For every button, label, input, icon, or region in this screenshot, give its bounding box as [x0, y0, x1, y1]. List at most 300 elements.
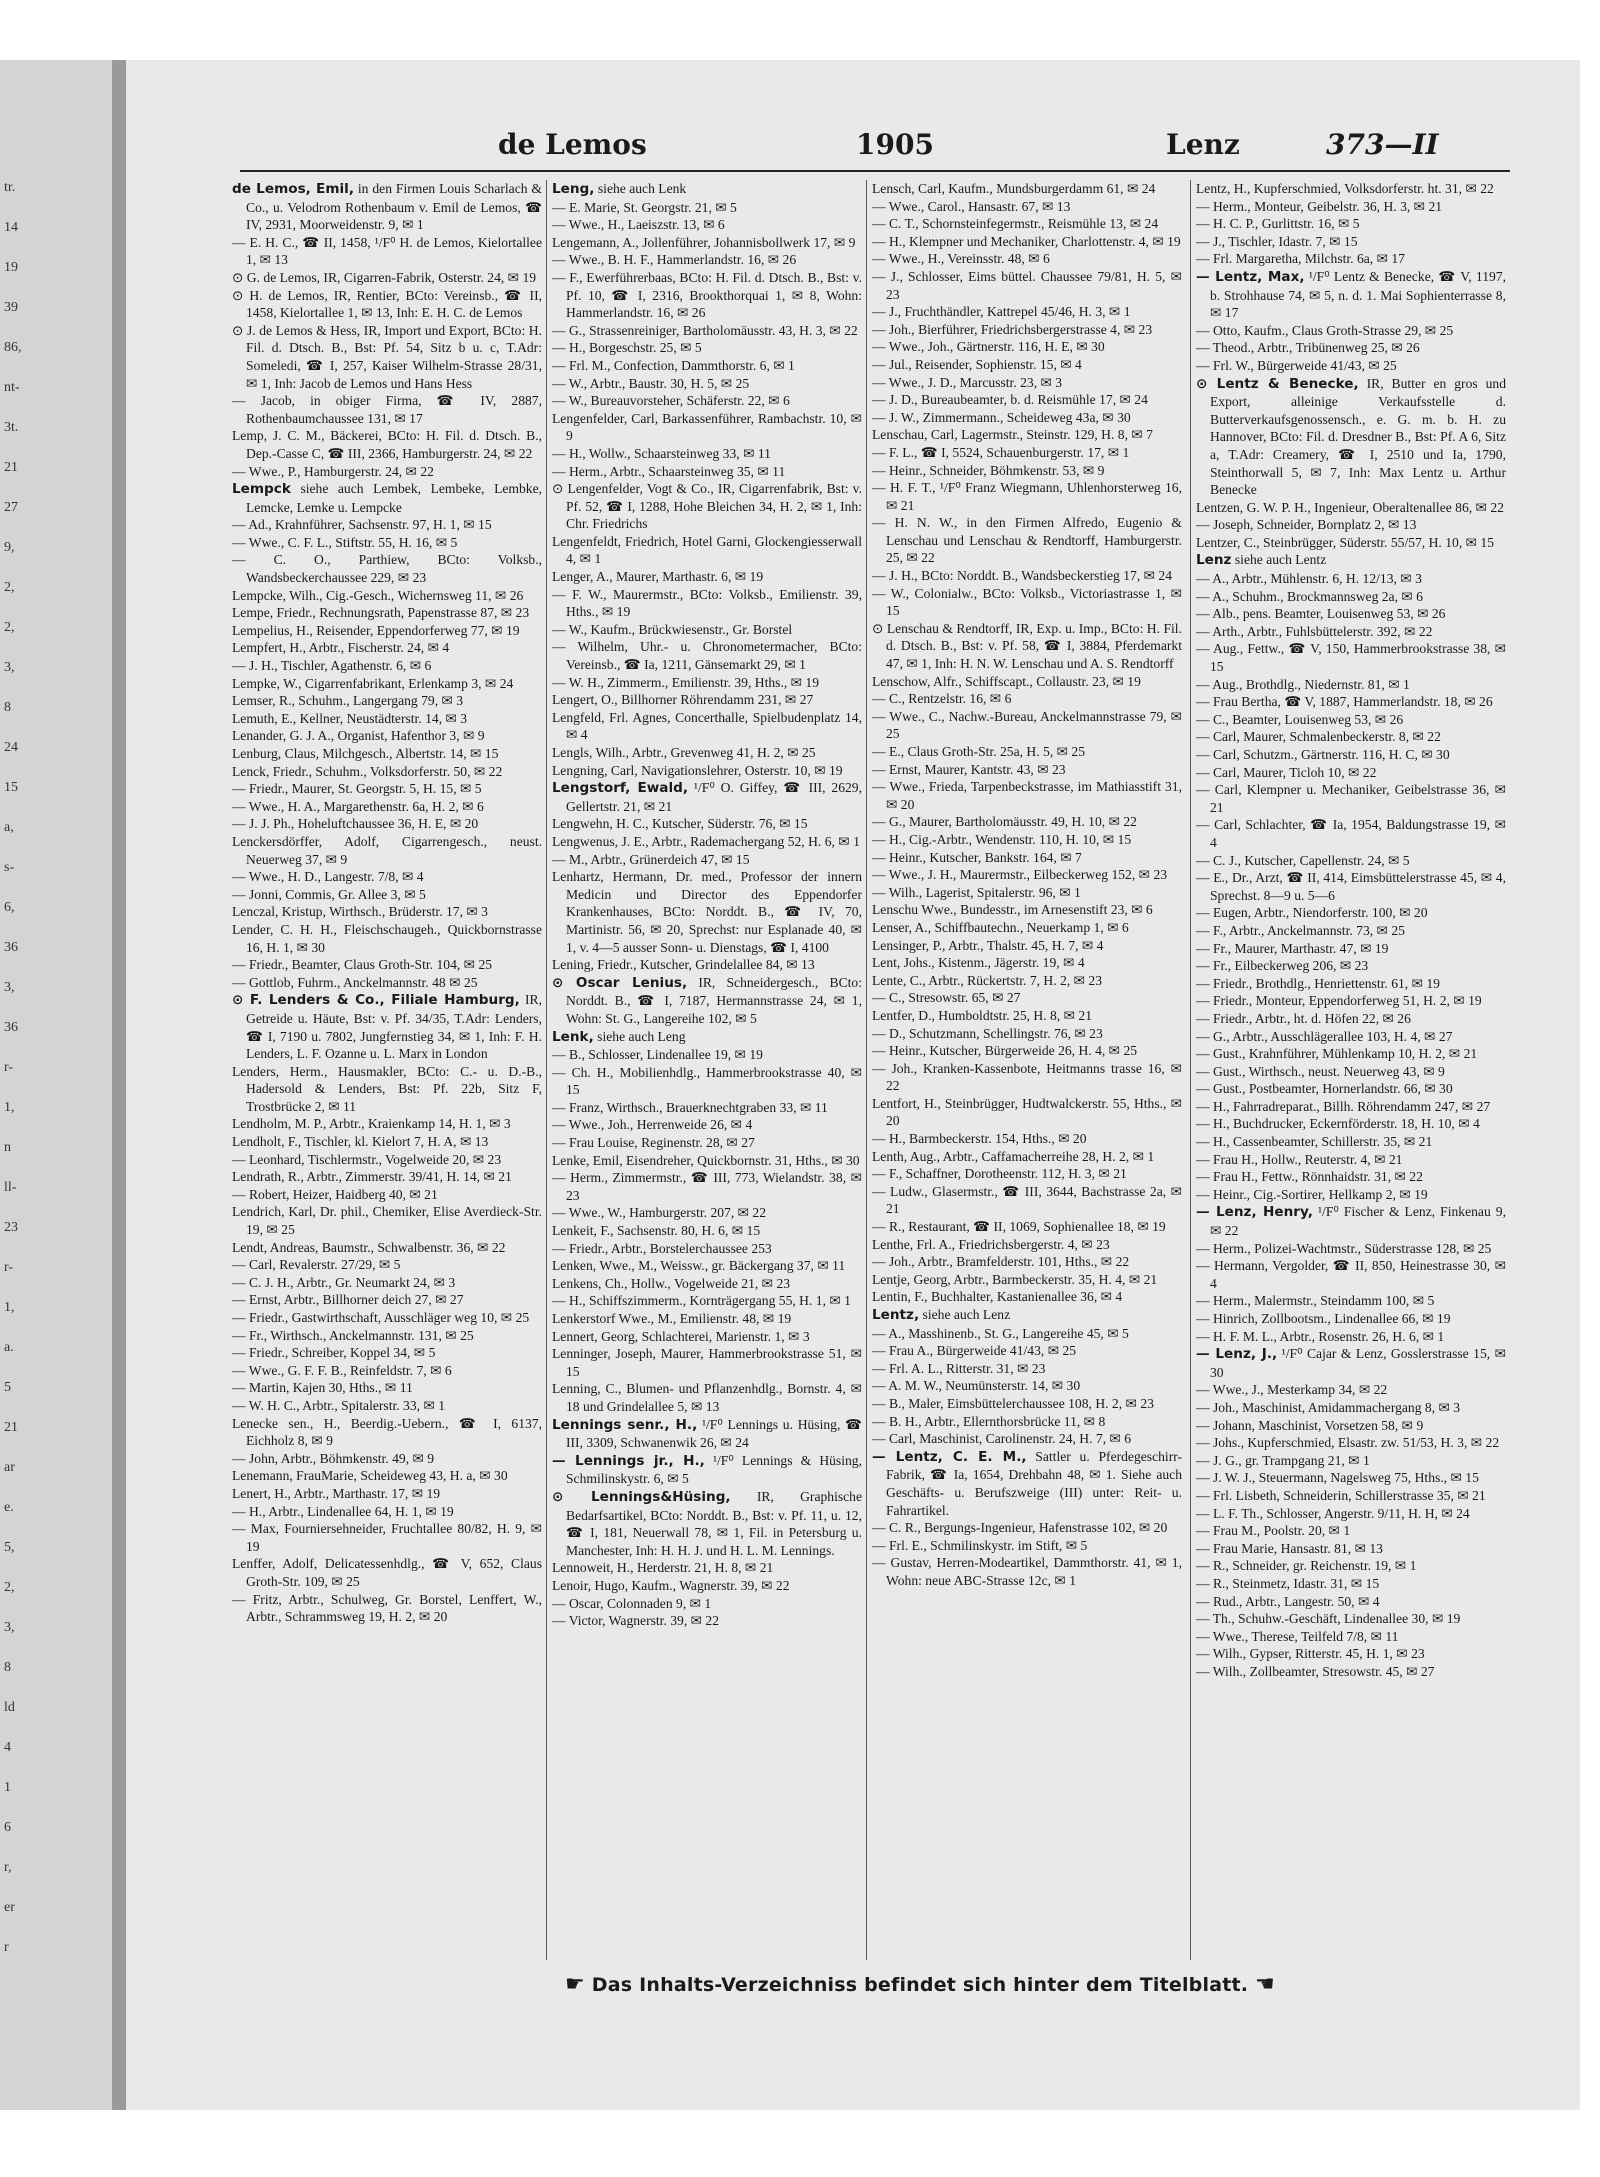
directory-entry — [552, 322, 862, 340]
directory-column-1 — [232, 180, 542, 1960]
entry-text: — Johs., Kupferschmied, Elsastr. zw. 51/53, H. 3, ✉ 22 — [1196, 1435, 1500, 1451]
directory-entry — [1196, 1133, 1506, 1151]
entry-text: — Ernst, Maurer, Kantstr. 43, ✉ 23 — [872, 761, 1066, 777]
entry-text: — Fritz, Arbtr., Schulweg, Gr. Borstel, Lenffert, W., Arbtr., Schrammsweg 19, H. 2, ✉ 20 — [232, 1591, 542, 1625]
directory-entry — [1196, 534, 1506, 552]
directory-entry — [1196, 1381, 1506, 1399]
margin-fragment: r, — [4, 1860, 12, 1875]
entry-text: — C. T., Schornsteinfegermstr., Reismühle 13, ✉ 24 — [872, 216, 1159, 232]
entry-text: — A., Masshinenb., St. G., Langereihe 45, ✉ 5 — [872, 1325, 1129, 1341]
directory-entry — [1196, 869, 1506, 904]
entry-text: — Wwe., G. F. F. B., Reinfeldstr. 7, ✉ 6 — [232, 1362, 452, 1378]
column-divider — [1190, 180, 1191, 1960]
entry-text: — Arth., Arbtr., Fuhlsbüttelerstr. 392, ✉ 22 — [1196, 623, 1433, 639]
entry-text: — Friedr., Brothdlg., Henriettenstr. 61, ✉ 19 — [1196, 975, 1440, 991]
entry-heading: Lenk, — [552, 1028, 594, 1045]
directory-entry — [232, 727, 542, 745]
directory-entry — [232, 798, 542, 816]
directory-entry — [872, 813, 1182, 831]
directory-entry — [232, 1327, 542, 1345]
directory-entry — [232, 763, 542, 781]
entry-text: Lenschu Wwe., Bundesstr., im Arnesenstift 23, ✉ 6 — [872, 902, 1153, 918]
entry-text: — A. M. W., Neumünsterstr. 14, ✉ 30 — [872, 1378, 1081, 1394]
directory-entry — [872, 1165, 1182, 1183]
book-gutter — [112, 60, 126, 2110]
directory-entry — [552, 833, 862, 851]
directory-entry — [872, 1325, 1182, 1343]
directory-entry — [1196, 1310, 1506, 1328]
entry-text: Lenken, Wwe., M., Weissw., gr. Bäckergang 37, ✉ 11 — [552, 1258, 846, 1274]
entry-text: — H., Cig.-Arbtr., Wendenstr. 110, H. 10, ✉ 15 — [872, 831, 1132, 847]
directory-entry — [872, 1236, 1182, 1254]
directory-entry — [872, 972, 1182, 990]
directory-entry — [552, 568, 862, 586]
directory-entry — [232, 1203, 542, 1238]
entry-text: ¹/F⁰ Cajar & Lenz, Gosslerstrasse 15, ✉ 30 — [1210, 1346, 1506, 1380]
entry-text: — Frau Marie, Hansastr. 81, ✉ 13 — [1196, 1540, 1383, 1556]
entry-text: Lenemann, FrauMarie, Scheideweg 43, H. a, ✉ 30 — [232, 1468, 508, 1484]
margin-fragment: 1 — [4, 1780, 11, 1795]
entry-text: Lengwehn, H. C., Kutscher, Süderstr. 76, ✉ 15 — [552, 816, 808, 832]
entry-text: — Wwe., J. H., Maurermstr., Eilbeckerweg 152, ✉ 23 — [872, 867, 1168, 883]
entry-text: — E., Dr., Arzt, ☎ II, 414, Eimsbüttelerstrasse 45, ✉ 4, Sprechst. 8—9 u. 5—6 — [1196, 870, 1506, 903]
directory-entry — [872, 1360, 1182, 1378]
entry-text: Lenczal, Kristup, Wirthsch., Brüderstr. 17, ✉ 3 — [232, 904, 488, 920]
entry-text: Lenninger, Joseph, Maurer, Hammerbrookstrasse 51, ✉ 15 — [552, 1346, 862, 1379]
margin-fragment: 24 — [4, 740, 18, 755]
directory-entry — [872, 937, 1182, 955]
directory-entry — [552, 234, 862, 252]
directory-entry — [552, 674, 862, 692]
entry-text: ¹/F⁰ Lennings u. Hüsing, ☎ III, 3309, Schwanenwik 26, ✉ 24 — [566, 1416, 862, 1451]
directory-entry — [1196, 1257, 1506, 1292]
entry-text: — Wwe., J., Mesterkamp 34, ✉ 22 — [1196, 1382, 1388, 1398]
directory-entry — [872, 391, 1182, 409]
entry-text: — A., Arbtr., Mühlenstr. 6, H. 12/13, ✉ 3 — [1196, 571, 1422, 587]
directory-entry — [552, 1577, 862, 1595]
directory-entry — [1196, 904, 1506, 922]
margin-fragment: 21 — [4, 1420, 18, 1435]
directory-entry — [552, 1099, 862, 1117]
entry-text: — Wwe., Frieda, Tarpenbeckstrasse, im Mathiasstift 31, ✉ 20 — [872, 779, 1182, 812]
margin-fragment: s- — [4, 860, 15, 875]
entry-text: Lengning, Carl, Navigationslehrer, Osterstr. 10, ✉ 19 — [552, 762, 843, 778]
margin-fragment: 27 — [4, 500, 18, 515]
directory-entry — [552, 1064, 862, 1099]
directory-entry — [872, 1218, 1182, 1236]
entry-text: ¹/F⁰ O. Giffey, ☎ III, 2629, Gellertstr. 21, ✉ 21 — [566, 780, 862, 814]
directory-entry — [232, 868, 542, 886]
entry-text: — Gust., Wirthsch., neust. Neuerweg 43, ✉ 9 — [1196, 1063, 1445, 1079]
directory-entry — [232, 1168, 542, 1186]
directory-entry — [1196, 1240, 1506, 1258]
directory-entry — [872, 866, 1182, 884]
directory-entry — [232, 180, 542, 234]
entry-text: — J. J. Ph., Hoheluftchaussee 36, H. E, ✉ 20 — [232, 816, 479, 832]
margin-fragment: 6 — [4, 1820, 11, 1835]
directory-entry — [232, 1344, 542, 1362]
directory-entry — [552, 445, 862, 463]
entry-text: — Franz, Wirthsch., Brauerknechtgraben 33, ✉ 11 — [552, 1099, 828, 1115]
directory-entry — [872, 1306, 1182, 1325]
entry-text: — J. W., Zimmermann., Scheideweg 43a, ✉ 30 — [872, 409, 1131, 425]
directory-entry — [872, 268, 1182, 303]
directory-entry — [232, 815, 542, 833]
directory-entry — [1196, 233, 1506, 251]
entry-text: — J. H., Tischler, Agathenstr. 6, ✉ 6 — [232, 658, 432, 674]
entry-text: — Fr., Maurer, Marthastr. 47, ✉ 19 — [1196, 940, 1389, 956]
entry-text: — E., Claus Groth-Str. 25a, H. 5, ✉ 25 — [872, 744, 1086, 759]
directory-entry — [1196, 588, 1506, 606]
entry-text: — Gust., Krahnführer, Mühlenkamp 10, H. 2, ✉ 21 — [1196, 1046, 1478, 1062]
entry-text: Lennoweit, H., Herderstr. 21, H. 8, ✉ 21 — [552, 1560, 774, 1576]
entry-text: ⊙ Lenschau & Rendtorff, IR, Exp. u. Imp., BCto: H. Fil. d. Dtsch. B., Bst: v. Pf. 58, ☎ I, 3884, Pferdemarkt 47, ✉ 1, Inh: H. N. W. Lenschau und A. S. Rendtorff — [872, 620, 1182, 672]
pointing-hand-right-icon: ☛ — [565, 1972, 585, 1997]
directory-entry — [872, 426, 1182, 444]
entry-text: Lendholt, F., Tischler, kl. Kielort 7, H. A, ✉ 13 — [232, 1134, 489, 1150]
entry-text: — Wwe., H., Laeiszstr. 13, ✉ 6 — [552, 217, 725, 233]
directory-entry — [1196, 992, 1506, 1010]
directory-entry — [552, 621, 862, 639]
directory-entry — [232, 234, 542, 269]
entry-text: — B., Maler, Eimsbüttelerchaussee 108, H. 2, ✉ 23 — [872, 1395, 1154, 1411]
entry-text: — Gust., Postbeamter, Hornerlandstr. 66, ✉ 30 — [1196, 1081, 1453, 1097]
directory-entry — [232, 587, 542, 605]
pointing-hand-left-icon: ☚ — [1255, 1972, 1275, 1997]
directory-entry — [872, 1060, 1182, 1095]
entry-text: — Joh., Arbtr., Bramfelderstr. 101, Hths., ✉ 22 — [872, 1254, 1130, 1270]
entry-heading: ⊙ Lennings&Hüsing, — [552, 1488, 731, 1505]
entry-text: Lenkerstorf Wwe., M., Emilienstr. 48, ✉ 19 — [552, 1311, 792, 1326]
entry-text: IR, Butter en gros und Export, alleinige Verkaufsstelle d. Butterverkaufsgenossensch., e. G. m. b. H. zu Hannover, BCto: Fil. d. Dresdner B., Bst: Pf. A 6, Sitz a, T.Adr: Creamery, ☎ I, 2510 und Ia, 1790, Steinthorwall 5, ✉ 7, Inh: Max Lentz u. Arthur Benecke — [1210, 375, 1506, 498]
directory-entry — [1196, 623, 1506, 641]
directory-entry — [552, 1488, 862, 1559]
entry-text: — Wwe., P., Hamburgerstr. 24, ✉ 22 — [232, 463, 434, 479]
entry-text: Lenhartz, Hermann, Dr. med., Professor der innern Medicin und Director des Eppendorfer Krankenhauses, BCto: Norddt. B., ☎ IV, 70, Martinistr. 56, ✉ 20, Sprechst: nur Esplanade 40, ✉ 1, v. 4—5 ausser Sonn- u. Dienstags, ☎ I, 4100 — [552, 869, 862, 955]
directory-entry — [1196, 268, 1506, 322]
entry-text: — C. R., Bergungs-Ingenieur, Hafenstrasse 102, ✉ 20 — [872, 1520, 1168, 1536]
directory-entry — [232, 974, 542, 992]
entry-text: — F. L., ☎ I, 5524, Schauenburgerstr. 17, ✉ 1 — [872, 444, 1130, 460]
directory-entry — [552, 1275, 862, 1293]
entry-text: — Wwe., Joh., Gärtnerstr. 116, H. E, ✉ 30 — [872, 339, 1105, 355]
directory-entry — [1196, 693, 1506, 711]
entry-text: — Heinr., Kutscher, Bürgerweide 26, H. 4, ✉ 25 — [872, 1043, 1138, 1059]
entry-text: — Oscar, Colonnaden 9, ✉ 1 — [552, 1595, 712, 1611]
directory-entry — [872, 1554, 1182, 1589]
entry-text: — Friedr., Arbtr., Borstelerchaussee 253 — [552, 1240, 772, 1256]
entry-text: — F. W., Maurermstr., BCto: Volksb., Emilienstr. 39, Hths., ✉ 19 — [552, 586, 862, 620]
directory-entry — [552, 1595, 862, 1613]
margin-fragment: r — [4, 1940, 9, 1955]
entry-text: — Frau H., Fettw., Rönnhaidstr. 31, ✉ 22 — [1196, 1169, 1423, 1185]
entry-text: — Ludw., Glasermstr., ☎ III, 3644, Bachstrasse 2a, ✉ 21 — [872, 1183, 1182, 1217]
entry-text: Lentzer, C., Steinbrügger, Süderstr. 55/57, H. 10, ✉ 15 — [1196, 534, 1494, 550]
directory-entry — [1196, 215, 1506, 233]
entry-text: — Friedr., Beamter, Claus Groth-Str. 104, ✉ 25 — [232, 957, 493, 973]
entry-text: Sattler u. Pferdegeschirr-Fabrik, ☎ Ia, 1654, Drehbahn 48, ✉ 1. Siehe auch Geschäfts- u. Berufszweige (III) unter: Reit- u. Fahrartikel. — [886, 1448, 1182, 1518]
directory-entry — [1196, 180, 1506, 198]
directory-entry — [1196, 1434, 1506, 1452]
entry-text: Lenschow, Alfr., Schiffscapt., Collaustr. 23, ✉ 19 — [872, 673, 1141, 689]
entry-text: — Wwe., Therese, Teilfeld 7/8, ✉ 11 — [1196, 1628, 1399, 1644]
entry-text: — H., Buchdrucker, Eckernförderstr. 18, H. 10, ✉ 4 — [1196, 1116, 1480, 1132]
margin-fragment: 2, — [4, 1580, 15, 1595]
directory-entry — [1196, 1292, 1506, 1310]
directory-entry — [872, 954, 1182, 972]
entry-text: — Wwe., H., Vereinsstr. 48, ✉ 6 — [872, 251, 1050, 267]
entry-text: — E. H. C., ☎ II, 1458, ¹/F⁰ H. de Lemos, Kielortallee 1, ✉ 13 — [232, 234, 542, 268]
entry-text: — Wwe., H. D., Langestr. 7/8, ✉ 4 — [232, 869, 424, 885]
entry-text: IR, Getreide u. Häute, Bst: v. Pf. 34/35, T.Adr: Lenders, ☎ I, 7190 u. 7802, Jungfernstieg 34, ✉ 1, Inh: F. H. Lenders, L. F. Ozanne u. L. Marx in London — [246, 992, 542, 1062]
entry-heading: de Lemos, Emil, — [232, 181, 354, 197]
margin-fragment: a, — [4, 820, 14, 835]
entry-text: ¹/F⁰ Fischer & Lenz, Finkenau 9, ✉ 22 — [1210, 1204, 1506, 1239]
directory-entry — [872, 1042, 1182, 1060]
entry-text: — Wilh., Gypser, Ritterstr. 45, H. 1, ✉ 23 — [1196, 1646, 1425, 1662]
directory-entry — [552, 974, 862, 1028]
entry-text: — Wilhelm, Uhr.- u. Chronometermacher, BCto: Vereinsb., ☎ Ia, 1211, Gänsemarkt 29, ✉ 1 — [552, 639, 862, 673]
entry-text: — Herm., Monteur, Geibelstr. 36, H. 3, ✉ 21 — [1196, 198, 1443, 214]
entry-text: — F., Ewerführerbaas, BCto: H. Fil. d. Dtsch. B., Bst: v. Pf. 10, ☎ I, 2316, Brookthorquai 1, ✉ 8, Wohn: Hammerlandstr. 16, ✉ 26 — [552, 269, 862, 321]
entry-text: — Friedr., Arbtr., ht. d. Höfen 22, ✉ 26 — [1196, 1010, 1411, 1026]
directory-entry — [232, 1186, 542, 1204]
margin-fragment: e. — [4, 1500, 14, 1515]
directory-entry — [232, 622, 542, 640]
entry-text: — C., Stresowstr. 65, ✉ 27 — [872, 990, 1021, 1006]
margin-fragment: 39 — [4, 300, 18, 315]
directory-entry — [872, 1537, 1182, 1555]
directory-entry — [1196, 1098, 1506, 1116]
directory-entry — [872, 250, 1182, 268]
entry-heading: — Lenz, Henry, — [1196, 1204, 1313, 1221]
entry-text: Lentje, Georg, Arbtr., Barmbeckerstr. 35, H. 4, ✉ 21 — [872, 1271, 1158, 1287]
directory-entry — [232, 1520, 542, 1555]
directory-entry — [872, 919, 1182, 937]
directory-entry — [1196, 1469, 1506, 1487]
entry-text: — Wwe., Carol., Hansastr. 67, ✉ 13 — [872, 198, 1071, 214]
directory-entry — [1196, 922, 1506, 940]
directory-entry — [232, 991, 542, 1062]
entry-text: — Joseph, Schneider, Bornplatz 2, ✉ 13 — [1196, 517, 1417, 533]
directory-entry — [872, 409, 1182, 427]
directory-entry — [1196, 764, 1506, 782]
directory-entry — [872, 338, 1182, 356]
entry-text: — Robert, Heizer, Haidberg 40, ✉ 21 — [232, 1186, 438, 1202]
margin-fragment: 14 — [4, 220, 18, 235]
directory-entry — [552, 216, 862, 234]
entry-text: — Theod., Arbtr., Tribünenweg 25, ✉ 26 — [1196, 340, 1420, 356]
entry-text: — Wwe., B. H. F., Hammerlandstr. 16, ✉ 26 — [552, 252, 797, 268]
entry-text: — C., Beamter, Louisenweg 53, ✉ 26 — [1196, 711, 1404, 727]
entry-text: Lemp, J. C. M., Bäckerei, BCto: H. Fil. d. Dtsch. B., Dep.-Casse C, ☎ III, 2366, Hamburgerstr. 24, ✉ 22 — [232, 428, 542, 461]
directory-entry — [872, 989, 1182, 1007]
directory-entry — [1196, 1063, 1506, 1081]
entry-text: — H., Arbtr., Lindenallee 64, H. 1, ✉ 19 — [232, 1503, 454, 1519]
margin-fragment: a. — [4, 1340, 14, 1355]
directory-entry — [872, 1183, 1182, 1218]
directory-entry — [1196, 1557, 1506, 1575]
entry-text: — Fr., Wirthsch., Anckelmannstr. 131, ✉ 25 — [232, 1327, 474, 1343]
directory-entry — [1196, 1028, 1506, 1046]
entry-text: Lenburg, Claus, Milchgesch., Albertstr. 14, ✉ 15 — [232, 746, 499, 761]
margin-fragment: r- — [4, 1060, 14, 1075]
entry-text: — Gustav, Herren-Modeartikel, Dammthorstr. 41, ✉ 1, Wohn: neue ABC-Strasse 12c, ✉ 1 — [872, 1555, 1182, 1588]
entry-text: — Frau A., Bürgerweide 41/43, ✉ 25 — [872, 1343, 1077, 1359]
directory-entry — [232, 1467, 542, 1485]
entry-text: — Wwe., H. A., Margarethenstr. 6a, H. 2, ✉ 6 — [232, 798, 484, 814]
directory-entry — [232, 1397, 542, 1415]
directory-entry — [552, 1152, 862, 1170]
entry-text: — R., Steinmetz, Idastr. 31, ✉ 15 — [1196, 1575, 1380, 1591]
directory-entry — [872, 690, 1182, 708]
entry-text: Lempcke, Wilh., Cig.-Gesch., Wichernsweg 11, ✉ 26 — [232, 587, 524, 603]
directory-entry — [232, 921, 542, 956]
directory-entry — [1196, 250, 1506, 268]
directory-entry — [872, 1253, 1182, 1271]
entry-text: Lendrich, Karl, Dr. phil., Chemiker, Elise Averdieck-Str. 19, ✉ 25 — [232, 1204, 542, 1238]
entry-text: — Aug., Fettw., ☎ V, 150, Hammerbrookstrasse 38, ✉ 15 — [1196, 641, 1506, 675]
directory-entry — [872, 1007, 1182, 1025]
directory-entry — [232, 833, 542, 868]
entry-text: — G., Arbtr., Ausschlägerallee 103, H. 4, ✉ 27 — [1196, 1028, 1453, 1044]
margin-fragment: 19 — [4, 260, 18, 275]
directory-entry — [1196, 1080, 1506, 1098]
directory-entry — [1196, 1328, 1506, 1346]
directory-entry — [232, 480, 542, 516]
entry-text: Lenke, Emil, Eisendreher, Quickbornstr. 31, Hths., ✉ 30 — [552, 1152, 860, 1168]
entry-heading: ⊙ Lentz & Benecke, — [1196, 375, 1359, 392]
header-left-word: de Lemos — [498, 128, 647, 161]
entry-text: Lent, Johs., Kistenm., Jägerstr. 19, ✉ 4 — [872, 955, 1085, 971]
directory-entry — [872, 849, 1182, 867]
entry-text: — Carl, Maurer, Schmalenbeckerstr. 8, ✉ 22 — [1196, 729, 1441, 745]
directory-entry — [1196, 816, 1506, 851]
directory-entry — [232, 1555, 542, 1590]
directory-entry — [232, 322, 542, 392]
entry-text: Lensch, Carl, Kaufm., Mundsburgerdamm 61, ✉ 24 — [872, 181, 1156, 196]
directory-entry — [232, 1450, 542, 1468]
entry-text: Lenschau, Carl, Lagermstr., Steinstr. 129, H. 8, ✉ 7 — [872, 427, 1153, 443]
directory-entry — [1196, 1645, 1506, 1663]
entry-heading: Lempck — [232, 481, 291, 498]
margin-fragment: 1, — [4, 1300, 15, 1315]
directory-entry — [1196, 1575, 1506, 1593]
directory-entry — [552, 762, 862, 780]
entry-text: — Herm., Polizei-Wachtmstr., Süderstrasse 128, ✉ 25 — [1196, 1240, 1492, 1256]
directory-entry — [232, 956, 542, 974]
margin-fragment: 5 — [4, 1380, 11, 1395]
margin-fragment: 3, — [4, 980, 15, 995]
directory-entry — [872, 778, 1182, 813]
directory-column-3 — [872, 180, 1182, 1960]
margin-fragment: 21 — [4, 460, 18, 475]
directory-entry — [1196, 1151, 1506, 1169]
entry-text: — Th., Schuhw.-Geschäft, Lindenallee 30, ✉ 19 — [1196, 1611, 1461, 1627]
entry-text: — Carl, Maurer, Ticloh 10, ✉ 22 — [1196, 764, 1377, 780]
entry-text: — J., Schlosser, Eims büttel. Chaussee 79/81, H. 5, ✉ 23 — [872, 268, 1182, 302]
directory-entry — [552, 709, 862, 744]
entry-text: siehe auch Lenz — [922, 1307, 1011, 1322]
directory-entry — [552, 1116, 862, 1134]
entry-text: — R., Restaurant, ☎ II, 1069, Sophienallee 18, ✉ 19 — [872, 1219, 1166, 1235]
directory-entry — [1196, 1186, 1506, 1204]
entry-text: ⊙ J. de Lemos & Hess, IR, Import und Export, BCto: H. Fil. d. Dtsch. B., Bst: Pf. 54, Sitz b u. c, T.Adr: Someledi, ☎ I, 257, Kaiser Wilhelm-Strasse 28/31, ✉ 1, Inh: Jacob de Lemos und Hans Hess — [232, 322, 542, 391]
column-divider — [546, 180, 547, 1960]
directory-entry — [552, 851, 862, 869]
entry-text: — R., Schneider, gr. Reichenstr. 19, ✉ 1 — [1196, 1558, 1417, 1574]
entry-text: — Victor, Wagnerstr. 39, ✉ 22 — [552, 1613, 720, 1629]
entry-text: Lente, C., Arbtr., Rückertstr. 7, H. 2, ✉ 23 — [872, 972, 1102, 988]
margin-fragment: n — [4, 1140, 11, 1155]
directory-entry — [552, 339, 862, 357]
directory-entry — [872, 1288, 1182, 1306]
entry-text: — Max, Fourniersehneider, Fruchtallee 80/82, H. 9, ✉ 19 — [232, 1521, 542, 1554]
entry-text: Lempelius, H., Reisender, Eppendorferweg 77, ✉ 19 — [232, 622, 520, 638]
directory-entry — [1196, 1610, 1506, 1628]
entry-text: — H., Klempner und Mechaniker, Charlottenstr. 4, ✉ 19 — [872, 233, 1181, 249]
entry-text: — Hinrich, Zollbootsm., Lindenallee 66, ✉ 19 — [1196, 1311, 1451, 1326]
entry-text: Lengls, Wilh., Arbtr., Grevenweg 41, H. 2, ✉ 25 — [552, 745, 816, 760]
entry-text: — G., Strassenreiniger, Bartholomäusstr. 43, H. 3, ✉ 22 — [552, 322, 858, 338]
entry-text: — B. H., Arbtr., Ellernthorsbrücke 11, ✉ 8 — [872, 1413, 1106, 1429]
margin-fragment: 15 — [4, 780, 18, 795]
directory-entry — [872, 444, 1182, 462]
directory-entry — [232, 675, 542, 693]
entry-text: ⊙ Lengenfelder, Vogt & Co., IR, Cigarrenfabrik, Bst: v. Pf. 52, ☎ I, 1288, Hohe Bleichen 34, H. 2, ✉ 1, Inh: Chr. Friedrichs — [552, 481, 862, 532]
directory-entry — [872, 198, 1182, 216]
directory-entry — [232, 1151, 542, 1169]
entry-text: Lenthe, Frl. A., Friedrichsbergerstr. 4, ✉ 23 — [872, 1236, 1110, 1252]
entry-text: — Ch. H., Mobilienhdlg., Hammerbrookstrasse 40, ✉ 15 — [552, 1064, 862, 1098]
entry-text: — J., Fruchthändler, Kattrepel 45/46, H. 3, ✉ 1 — [872, 304, 1131, 320]
entry-text: — Heinr., Schneider, Böhmkenstr. 53, ✉ 9 — [872, 462, 1105, 478]
entry-text: — A., Schuhm., Brockmannsweg 2a, ✉ 6 — [1196, 588, 1423, 604]
entry-text: — Eugen, Arbtr., Niendorferstr. 100, ✉ 20 — [1196, 905, 1428, 921]
entry-text: Lenser, A., Schiffbautechn., Neuerkamp 1, ✉ 6 — [872, 919, 1129, 935]
directory-entry — [232, 516, 542, 534]
directory-entry — [1196, 1452, 1506, 1470]
directory-entry — [1196, 322, 1506, 340]
margin-fragment: 9, — [4, 540, 15, 555]
entry-text: — Rud., Arbtr., Langestr. 50, ✉ 4 — [1196, 1593, 1380, 1609]
entry-heading: ⊙ F. Lenders & Co., Filiale Hamburg, — [232, 992, 520, 1009]
directory-entry — [1196, 852, 1506, 870]
entry-text: — W., Kaufm., Brückwiesenstr., Gr. Borstel — [552, 621, 793, 637]
entry-text: — Frau M., Poolstr. 20, ✉ 1 — [1196, 1523, 1351, 1539]
margin-fragment: 6, — [4, 900, 15, 915]
entry-text: Lenkens, Ch., Hollw., Vogelweide 21, ✉ 23 — [552, 1275, 791, 1291]
entry-text: — Wilh., Lagerist, Spitalerstr. 96, ✉ 1 — [872, 884, 1081, 900]
directory-entry — [552, 1310, 862, 1328]
directory-entry — [872, 673, 1182, 691]
directory-entry — [552, 1204, 862, 1222]
entry-text: — B., Schlosser, Lindenallee 19, ✉ 19 — [552, 1047, 763, 1063]
entry-text: — Carl, Revalerstr. 27/29, ✉ 5 — [232, 1257, 401, 1273]
directory-entry — [1196, 499, 1506, 517]
directory-entry — [1196, 1417, 1506, 1435]
entry-text: — D., Schutzmann, Schellingstr. 76, ✉ 23 — [872, 1025, 1103, 1041]
entry-text: Lenecke sen., H., Beerdig.-Uebern., ☎ I, 6137, Eichholz 8, ✉ 9 — [232, 1415, 542, 1449]
directory-entry — [552, 269, 862, 322]
directory-entry — [1196, 1487, 1506, 1505]
entry-text: — H., Cassenbeamter, Schillerstr. 35, ✉ 21 — [1196, 1134, 1433, 1150]
entry-text: — Joh., Bierführer, Friedrichsbergerstrasse 4, ✉ 23 — [872, 321, 1153, 337]
directory-entry — [232, 1239, 542, 1257]
directory-entry — [872, 708, 1182, 743]
directory-entry — [1196, 1399, 1506, 1417]
directory-entry — [552, 1328, 862, 1346]
